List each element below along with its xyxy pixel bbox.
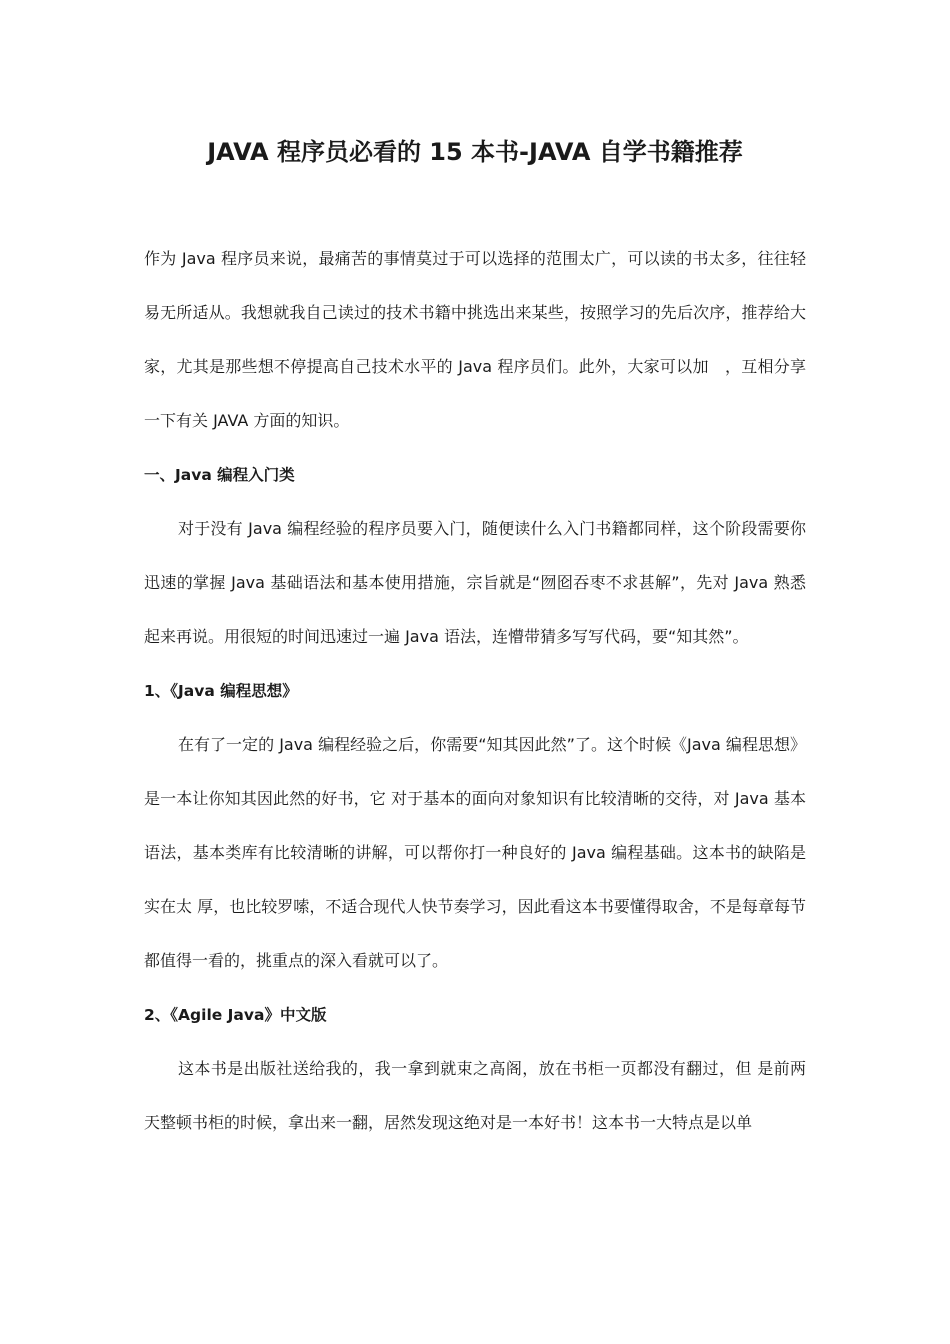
page-title: JAVA 程序员必看的 15 本书-JAVA 自学书籍推荐 [207,138,743,166]
document-body [144,232,806,1150]
section-paragraph-java-intro: 对于没有 Java 编程经验的程序员要入门，随便读什么入门书籍都同样，这个阶段需要你迅速的掌握 Java 基础语法和基本使用措施，宗旨就是“囫囵吞枣不求甚解”，先对 Java 熟悉起来再说。用很短的时间迅速过一遍 Java 语法，连懵带猜多写写代码，要“知其然”。 [144,519,806,646]
intro-paragraph: 作为 Java 程序员来说，最痛苦的事情莫过于可以选择的范围太广，可以读的书太多，往往轻易无所适从。我想就我自己读过的技术书籍中挑选出来某些，按照学习的先后次序，推荐给大家，尤其是那些想不停提高自己技术水平的 Java 程序员们。此外，大家可以加 ，互相分享一下有关 JAVA 方面的知识。 [144,249,806,430]
section-heading-thinking-in-java: 1、《Java 编程思想》 [144,682,298,700]
section-paragraph-agile-java: 这本书是出版社送给我的，我一拿到就束之高阁，放在书柜一页都没有翻过，但 是前两天整顿书柜的时候，拿出来一翻，居然发现这绝对是一本好书！这本书一大特点是以单 [144,1059,806,1132]
section-paragraph-thinking-in-java: 在有了一定的 Java 编程经验之后，你需要“知其因此然”了。这个时候《Java 编程思想》是一本让你知其因此然的好书，它 对于基本的面向对象知识有比较清晰的交待，对 Java 基本语法，基本类库有比较清晰的讲解，可以帮你打一种良好的 Java 编程基础。这本书的缺陷是实在太 厚，也比较罗嗦，不适合现代人快节奏学习，因此看这本书要懂得取舍，不是每章每节都值得一看的，挑重点的深入看就可以了。 [144,735,806,970]
section-heading-agile-java: 2、《Agile Java》中文版 [144,1006,327,1024]
section-heading-java-intro: 一、Java 编程入门类 [144,466,295,484]
